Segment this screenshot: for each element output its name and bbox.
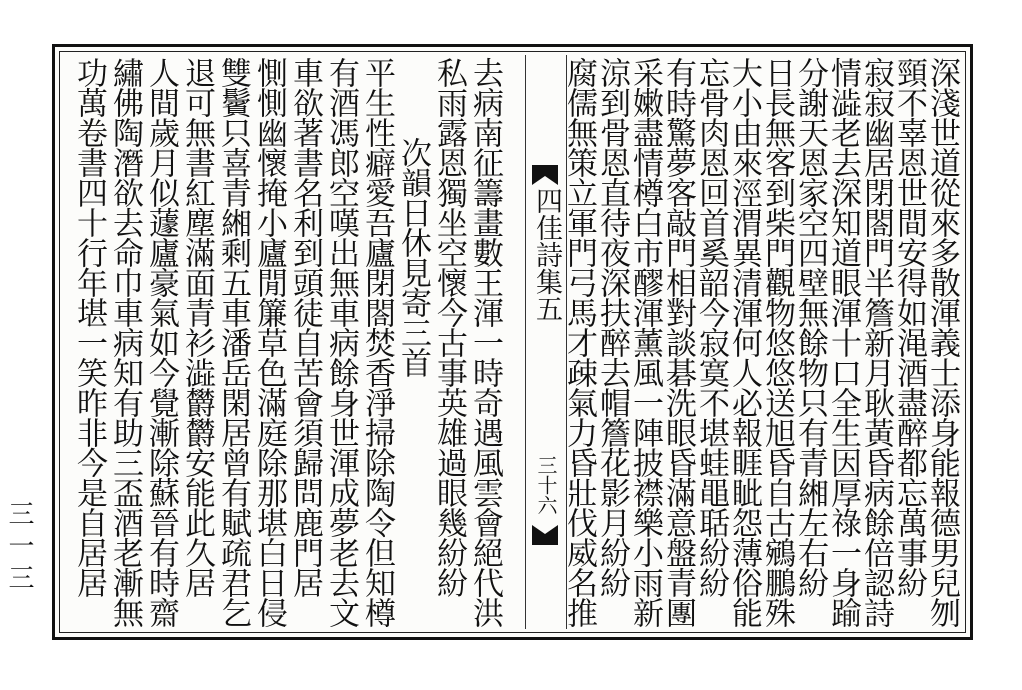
- text-column: 采嫩盡情樽白市醪渾薰風一陣披襟樂小雨新: [627, 57, 663, 627]
- gutter-title: 四佳詩集五: [531, 187, 562, 322]
- text-column: 大小由來涇渭異清渾何人必報睚眦怨薄俗能: [726, 57, 762, 627]
- fish-tail-mark-bottom: [532, 525, 558, 545]
- text-column: 涼到骨恩直待夜深扶醉去帽簷花影月紛紛: [594, 57, 630, 597]
- fish-tail-mark-top: [532, 165, 558, 185]
- text-column: 雙鬢只喜青緗剩五車潘岳閑居曾有賦疏君乞: [215, 57, 251, 627]
- left-text-block: [63, 57, 505, 627]
- text-column: 車欲著書名利到頭徒自苦會須歸問鹿門居: [287, 57, 323, 597]
- book-gutter: [525, 55, 567, 629]
- text-column: 情澁老去深知道眼渾十口全生因厚祿一身踰: [825, 57, 861, 627]
- text-column: 功萬卷書四十行年堪一笑昨非今是自居居: [71, 57, 107, 597]
- text-column: 去病南征籌畫數王渾一時奇遇風雲會絕代洪: [467, 57, 503, 627]
- text-column: 忘骨肉恩回首奚韶今寂寞不堪蛙黽聒紛紛: [693, 57, 729, 597]
- text-column: 腐儒無策立軍門弓馬才疎氣力昏壯伐威名推: [561, 57, 597, 627]
- text-column: 有時驚夢客敲門相對談碁洗眼昏滿意盤青團: [660, 57, 696, 627]
- text-column: 平生性癖愛吾廬閉閤焚香淨掃除陶令但知樽: [359, 57, 395, 627]
- text-column: 人間歲月似蘧廬豪氣如今覺漸除蘇晉有時齋: [143, 57, 179, 627]
- text-column: 寂寂幽居閉閤門半簷新月耿黃昏病餘倍認詩: [858, 57, 894, 627]
- text-column: 頸不辜恩世間安得如渑酒盡醉都忘萬事紛: [891, 57, 927, 597]
- text-column: 日長無客到柴門觀物悠悠送旭昏自古鵷鵬殊: [759, 57, 795, 627]
- folio-number: 三十六: [534, 455, 558, 515]
- text-column: 退可無書紅塵滿面青衫澁欝欝安能此久居: [179, 57, 215, 597]
- text-column: 繡佛陶潛欲去命巾車病知有助三盃酒老漸無: [107, 57, 143, 627]
- text-column: 惻惻幽懷掩小廬閒簾草色滿庭除那堪白日侵: [251, 57, 287, 627]
- text-column: 深淺世道從來多散渾義士添身能報德男兒刎: [924, 57, 960, 627]
- right-text-block: [561, 57, 962, 627]
- book-page-frame: [52, 44, 973, 640]
- text-column: 私雨露恩獨坐空懷今古事英雄過眼幾紛紛: [431, 57, 467, 597]
- poem-heading: 次韻日休見寄三首: [395, 137, 431, 377]
- text-column: 有酒馮郎空嘆出無車病餘身世渾成夢老去文: [323, 57, 359, 627]
- text-column: 分謝天恩家空四壁無餘物只有青緗左右紛: [792, 57, 828, 597]
- page-number: 三一三: [4, 500, 34, 596]
